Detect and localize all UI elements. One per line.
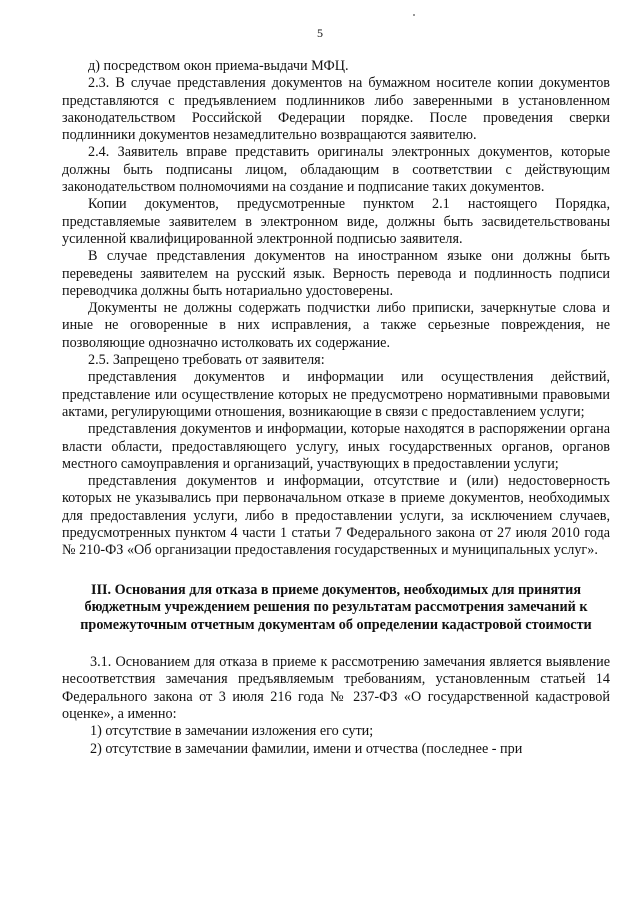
paragraph-3-1-item-1: 1) отсутствие в замечании изложения его сути; xyxy=(90,723,374,740)
paragraph-item-d: д) посредством окон приема-выдачи МФЦ. xyxy=(88,58,349,74)
paragraph-2-4: 2.4. Заявитель вправе представить оригиналы электронных документов, которые должны быть подписаны лицом, обладающим в соответствии с действующим законодательством полномочиями на создание и подписание таких документов. xyxy=(62,144,610,196)
paragraph-3-1-item-2: 2) отсутствие в замечании фамилии, имени и отчества (последнее - при xyxy=(90,740,523,757)
paragraph-prohibited-1: представления документов и информации или осуществления действий, представление или осуществление которых не предусмотрено нормативными правовыми актами, регулирующими отношения, возникающие в связи с предоставлением услуги; xyxy=(62,369,610,420)
section-body xyxy=(62,654,610,758)
paragraph-2-3: 2.3. В случае представления документов на бумажном носителе копии документов представляются с предъявлением подлинников либо заверенными в установленном законодательством Российской Федерации порядке. После проведения сверки подлинники документов незамедлительно возвращаются заявителю. xyxy=(62,75,610,144)
paragraph-no-erasures: Документы не должны содержать подчистки либо приписки, зачеркнутые слова и иные не оговоренные в них исправления, а также серьезные повреждения, не позволяющие однозначно истолковать их содержание. xyxy=(62,300,610,351)
section-heading: III. Основания для отказа в приеме документов, необходимых для принятия бюджетным учреждением решения по результатам рассмотрения замечаний к промежуточным отчетным документам об определении кадастровой стоимости xyxy=(80,581,592,633)
paragraph-copies-electronic: Копии документов, предусмотренные пунктом 2.1 настоящего Порядка, представляемые заявителем в электронном виде, должны быть засвидетельствованы усиленной квалифицированной электронной подписью заявителя. xyxy=(62,196,610,247)
paragraph-foreign-language: В случае представления документов на иностранном языке они должны быть переведены заявителем на русский язык. Верность перевода и подлинность подписи переводчика должны быть нотариально удостоверены. xyxy=(62,248,610,299)
paragraph-3-1: 3.1. Основанием для отказа в приеме к рассмотрению замечания является выявление несоответствия замечания предъявляемым требованиям, установленным статьей 14 Федерального закона от 3 июля 216 года № 237-ФЗ «О государственной кадастровой оценке», а именно: xyxy=(62,654,610,722)
document-body xyxy=(62,58,610,758)
scan-speck xyxy=(413,14,415,16)
page-number: 5 xyxy=(317,26,323,40)
paragraph-2-5: 2.5. Запрещено требовать от заявителя: xyxy=(88,352,325,369)
paragraph-prohibited-3: представления документов и информации, отсутствие и (или) недостоверность которых не указывались при первоначальном отказе в приеме документов, необходимых для предоставления услуги, либо в предоставлении услуги, за исключением случаев, предусмотренных пунктом 4 части 1 статьи 7 Федерального закона от 27 июля 2010 года № 210-ФЗ «Об организации предоставления государственных и муниципальных услуг». xyxy=(62,473,610,559)
paragraph-prohibited-2: представления документов и информации, которые находятся в распоряжении органа власти области, предоставляющего услугу, иных государственных органов, органов местного самоуправления и организаций, участвующих в предоставлении услуги; xyxy=(62,421,610,472)
